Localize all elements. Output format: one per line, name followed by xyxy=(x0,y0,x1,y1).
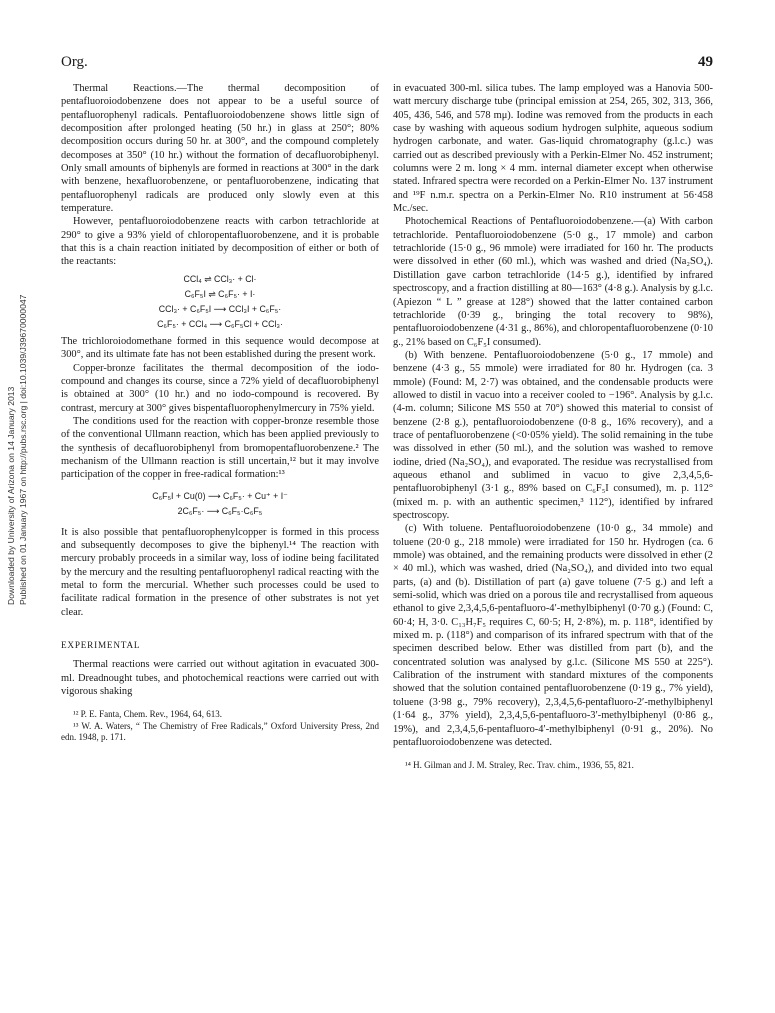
journal-name: Org. xyxy=(61,54,88,70)
paragraph: The trichloroiodomethane formed in this sequence would decompose at 300°, and its ultimate fate has not been established during the present work. xyxy=(61,335,379,361)
footnote: ¹⁴ H. Gilman and J. M. Straley, Rec. Trav. chim., 1936, 55, 821. xyxy=(405,760,634,771)
equation: CCl₃· + C₆F₅I ⟶ CCl₃I + C₆F₅· xyxy=(158,303,282,314)
paragraph: Thermal reactions were carried out without agitation in evacuated 300-ml. Dreadnought tubes, and photochemical reactions were carried out with vigorous shaking xyxy=(61,659,379,698)
right-column xyxy=(393,82,713,772)
paragraph: (b) With benzene. Pentafluoroiodobenzene (5·0 g., 17 mmole) and benzene (4·3 g., 55 mmole) were irradiated for 80 hr. Hydrogen (ca. 3 mmole) (Found: M, 2·7) was obtained, and the condensable products were allowed to distil in vacuo into a receiver cooled to −196°. Analysis by g.l.c. (4-m. column; Silicone MS 550 at 70°) showed this material to consist of benzene (2·8 g.), pentafluoroiodobenzene (0·8 g., 16% recovery), and a trace of pentafluorobenzene (<0·05% yield). The solid remaining in the tube was dissolved in ether (50 ml.), and the solution was washed to remove iodine, dried (Na₂SO₄), and evaporated. The residue was recrystallised from aqueous ethanol and sublimed in vacuo to give 2,3,4,5,6-pentafluorobiphenyl (3·1 g., 89% based on C₆F₅I consumed), m. p. 112° (mixed m. p. with an authentic specimen,³ 112°), identified by infrared spectroscopy. xyxy=(393,349,713,521)
paragraph: Photochemical Reactions of Pentafluoroiodobenzene.—(a) With carbon tetrachloride. Pentafluoroiodobenzene (5·0 g., 17 mmole) and carbon tetrachloride (15·0 g., 96 mmole) were irradiated for 160 hr. The products were dissolved in ether (60 ml.), which was washed and dried (Na₂SO₄). Distillation gave carbon tetrachloride (14·5 g.), identified by infrared spectroscopy, and a fraction distilling at 80—163° (4·8 g.). Analysis by g.l.c. (Apiezon “ L ” grease at 128°) showed that the latter contained carbon tetrachloride (0·39 g., bringing the total recovery to 98%), pentafluoroiodobenzene (4·31 g., 86%), and chloropentafluorobenzene (0·10 g., 21% based on C₆F₅I consumed). xyxy=(393,216,713,348)
chain-reaction-equations xyxy=(61,272,379,332)
footnote: ¹³ W. A. Waters, “ The Chemistry of Free Radicals,” Oxford University Press, 2nd edn. 1948, p. 171. xyxy=(61,720,379,743)
equation: 2C₆F₅· ⟶ C₆F₅·C₆F₅ xyxy=(177,505,263,516)
paragraph: However, pentafluoroiodobenzene reacts with carbon tetrachloride at 290° to give a 93% yield of chloropentafluorobenzene, and it is probable that this is a chain reaction initiated by decomposition of either or both of the reactants: xyxy=(61,216,379,268)
section-heading: EXPERIMENTAL xyxy=(61,640,141,650)
download-watermark xyxy=(5,265,33,605)
published-notice: Published on 01 January 1967 on http://pubs.rsc.org | doi:10.1039/J39670000047 xyxy=(18,294,28,605)
paragraph: It is also possible that pentafluorophenylcopper is formed in this process and subsequently decomposes to give the biphenyl.¹⁴ The reaction with mercury probably proceeds in a similar way, loss of iodine being facilitated by the mercury and the resulting pentafluorophenyl radical reacting with the metal to form the mercurial. Whether such processes could be used to facilitate radical formation in the presence of other substrates is not yet clear. xyxy=(61,526,379,618)
paragraph: Copper-bronze facilitates the thermal decomposition of the iodo-compound and changes its course, since a 72% yield of decafluorobiphenyl is obtained at 300° (10 hr.) and no iodo-compound is recovered. By contrast, mercury at 300° gives bispentafluorophenylmercury in 75% yield. xyxy=(61,362,379,414)
equation: C₆F₅· + CCl₄ ⟶ C₆F₅Cl + CCl₃· xyxy=(157,318,283,329)
equation: C₆F₅I ⇌ C₆F₅· + I· xyxy=(184,288,256,299)
downloaded-notice: Downloaded by University of Arizona on 14 January 2013 xyxy=(6,386,16,605)
paragraph: in evacuated 300-ml. silica tubes. The lamp employed was a Hanovia 500-watt mercury discharge tube (principal emission at 254, 265, 302, 313, 366, 405, 436, 546, and 578 mμ). Iodine was removed from the products in each case by washing with aqueous sodium hydrogen sulphite, aqueous sodium hydrogen carbonate, and water. Gas-liquid chromatography (g.l.c.) was carried out as described previously with a Perkin-Elmer No. 452 instrument; columns were 2 m. long × 4 mm. internal diameter except when otherwise stated. Infrared spectra were recorded on a Perkin-Elmer No. 137 instrument and ¹⁹F n.m.r. spectra on a Perkin-Elmer No. R10 instrument at 56·458 Mc./sec. xyxy=(393,83,713,215)
footnotes xyxy=(61,709,379,744)
equation: C₆F₅I + Cu(0) ⟶ C₆F₅· + Cu⁺ + I⁻ xyxy=(152,490,288,501)
footnotes xyxy=(393,760,713,772)
paragraph: The conditions used for the reaction with copper-bronze resemble those of the conventional Ullmann reaction, which has been applied previously to the synthesis of decafluorobiphenyl from bromopentafluorobenzene.² The mechanism of the Ullmann reaction is still uncertain,¹² but it may involve participation of the copper in free-radical formation:¹³ xyxy=(61,415,379,481)
footnote: ¹² P. E. Fanta, Chem. Rev., 1964, 64, 613. xyxy=(73,709,223,720)
ullmann-equations xyxy=(61,489,379,519)
page-number: 49 xyxy=(698,54,713,70)
paragraph: (c) With toluene. Pentafluoroiodobenzene (10·0 g., 34 mmole) and toluene (20·0 g., 218 mmole) were irradiated for 150 hr. Hydrogen (ca. 6 mmole) was obtained, and the remaining products were dissolved in ether (2 × 40 ml.), which was washed, dried (Na₂SO₄), and divided into two equal parts, (a) and (b). Distillation of part (a) gave toluene (7·5 g.) and left a semi-solid, which was dried on a porous tile and recrystallised from aqueous ethanol to give 2,3,4,5,6-pentafluoro-4′-methylbiphenyl (0·70 g.) (Found: C, 60·4; H, 3·0. C₁₃H₇F₅ requires C, 60·5; H, 2·8%), m. p. 118°, identified by mixed m. p. (118°) and comparison of its infrared spectrum with that of the specimen described below. Ether was distilled from part (b), and the concentrated solution was analysed by g.l.c. (Silicone MS 550 at 225°). Calibration of the instrument with standard mixtures of the components showed that the solution contained pentafluorobenzene (0·19 g., 7% yield), toluene (3·98 g., 79% recovery), 2,3,4,5,6-pentafluoro-2′-methylbiphenyl (1·64 g., 37% yield), 2,3,4,5,6-pentafluoro-3′-methylbiphenyl (0·86 g., 19%), and 2,3,4,5,6-pentafluoro-4′-methylbiphenyl (0·91 g., 20%). No pentafluoroiodobenzene was detected. xyxy=(393,523,713,748)
paragraph: Thermal Reactions.—The thermal decomposition of pentafluoroiodobenzene does not appear to be a useful source of pentafluorophenyl radicals. Pentafluoroiodobenzene shows little sign of decomposition after prolonged heating (50 hr.) in glass at 250°; 80% decomposition occurs during 50 hr. at 300°, and the compound completely decomposes at 350° (10 hr.) without the formation of decafluorobiphenyl. Only small amounts of biphenyls are formed in reactions at 300° in the dark with benzene, hexafluorobenzene, or pentafluorobenzene, indicating that pentafluorophenyl radicals are produced only slowly even at this temperature. xyxy=(61,83,379,215)
equation: CCl₄ ⇌ CCl₃· + Cl· xyxy=(183,273,257,284)
left-column xyxy=(61,82,379,744)
